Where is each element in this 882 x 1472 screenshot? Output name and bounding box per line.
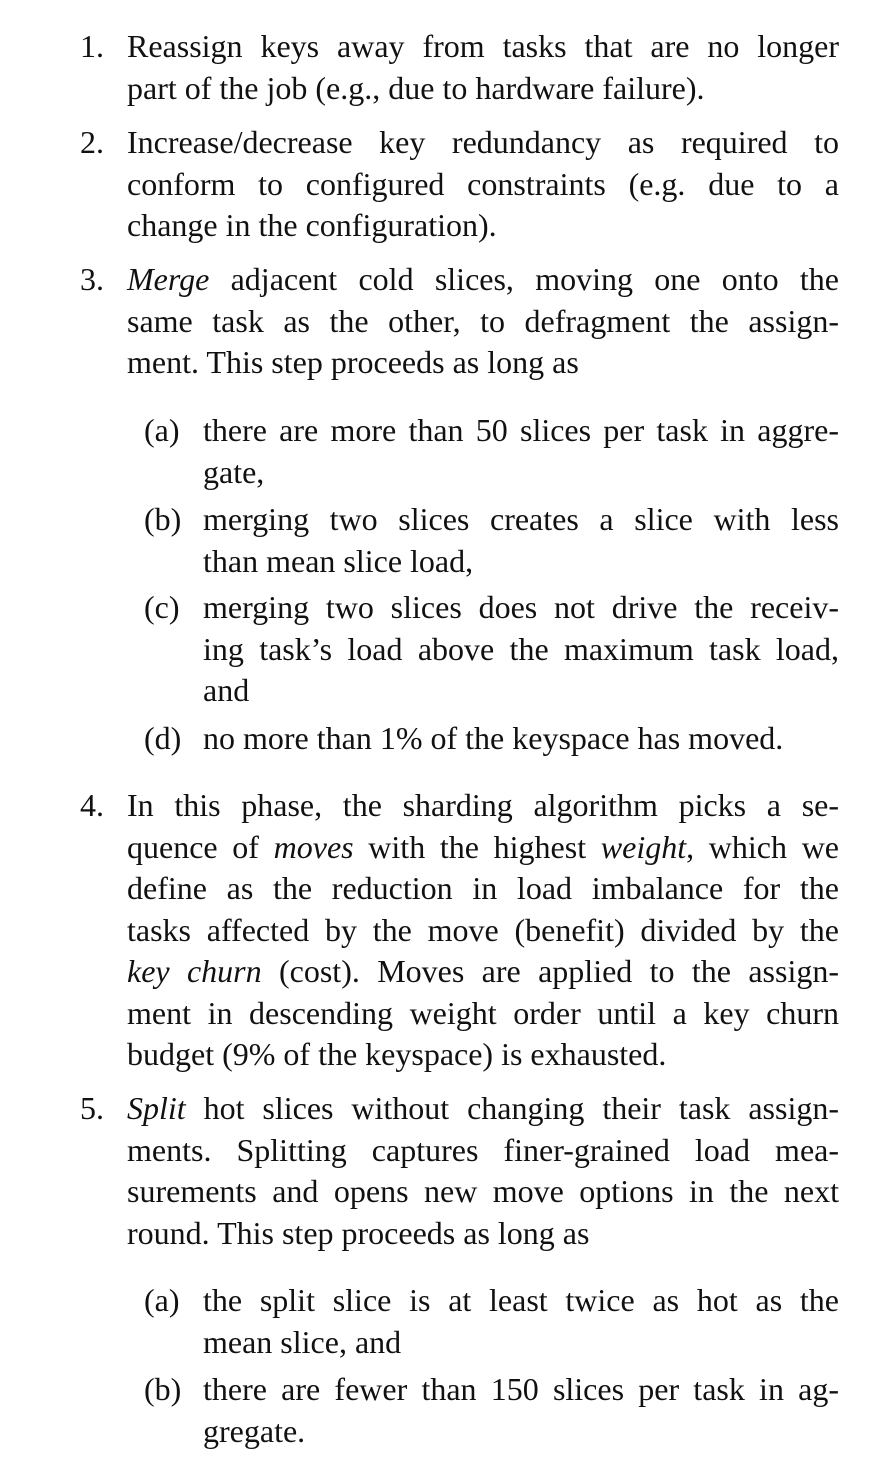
text-fragment: adjacent cold slices, moving one onto the	[209, 261, 839, 297]
text-line: In this phase, the sharding algorithm picks a se-	[127, 787, 839, 823]
text-line: ment in descending weight order until a key churn	[127, 994, 839, 1031]
sublist-text	[203, 1280, 839, 1363]
text-line: than mean slice load,	[203, 542, 474, 579]
text-fragment: quence of	[127, 828, 274, 865]
text-line: surements and opens new move options in the next	[127, 1173, 839, 1209]
sublist-text	[203, 718, 839, 760]
list-item-text	[127, 785, 839, 1076]
emphasis-key-churn: key churn	[127, 953, 262, 989]
list-item-text	[127, 122, 839, 247]
text-line: budget (9% of the keyspace) is exhausted.	[127, 1036, 667, 1072]
text-line: ment. This step proceeds as long as	[127, 344, 579, 380]
sublist-label: (a)	[144, 1282, 180, 1318]
text-line: mean slice, and	[203, 1323, 402, 1360]
list-number: 2.	[80, 124, 104, 160]
text-line	[127, 827, 839, 869]
text-line: tasks affected by the move (benefit) divided by the	[127, 911, 839, 948]
sublist-label: (c)	[144, 589, 180, 625]
sublist-text	[203, 499, 839, 582]
text-line: Reassign keys away from tasks that are no longer	[127, 28, 839, 64]
text-fragment: with the highest	[353, 828, 601, 865]
list-number: 3.	[80, 261, 104, 297]
sublist-label: (b)	[144, 501, 182, 537]
text-line	[127, 1088, 839, 1130]
text-line: change in the configuration).	[127, 207, 497, 243]
text-line: same task as the other, to defragment the assign-	[127, 302, 839, 339]
sublist-label: (d)	[144, 720, 182, 756]
text-line: the split slice is at least twice as hot as the	[203, 1282, 839, 1318]
text-line: merging two slices does not drive the receiv-	[203, 589, 839, 625]
text-line: gate,	[203, 453, 265, 490]
text-line: ments. Splitting captures finer-grained load mea-	[127, 1131, 839, 1168]
text-fragment: (cost). Moves are applied to the assign-	[261, 953, 839, 989]
text-line	[127, 259, 839, 301]
sublist-label: (a)	[144, 412, 180, 448]
text-line: Increase/decrease key redundancy as required to	[127, 124, 839, 160]
sublist-text	[203, 1369, 839, 1452]
list-item-text	[127, 259, 839, 384]
list-number: 1.	[80, 28, 104, 64]
list-item-text	[127, 1088, 839, 1254]
sublist-text	[203, 587, 839, 712]
text-line: there are more than 50 slices per task in aggre-	[203, 412, 839, 448]
text-line: there are fewer than 150 slices per task in ag-	[203, 1371, 839, 1407]
text-line: and	[203, 672, 250, 708]
list-number: 5.	[80, 1090, 104, 1126]
text-line	[127, 951, 839, 993]
text-line: define as the reduction in load imbalance for the	[127, 870, 839, 906]
emphasis-weight: weight	[600, 828, 687, 865]
list-item-text	[127, 26, 839, 109]
text-line: part of the job (e.g., due to hardware failure).	[127, 69, 705, 106]
text-fragment: , which we	[686, 828, 839, 865]
text-line: no more than 1% of the keyspace has moved.	[203, 720, 784, 756]
text-line: merging two slices creates a slice with less	[203, 501, 839, 537]
emphasis-moves: moves	[273, 828, 354, 865]
emphasis-split: Split	[127, 1090, 186, 1126]
text-line: gregate.	[203, 1412, 306, 1449]
emphasis-merge: Merge	[127, 261, 210, 297]
text-line: round. This step proceeds as long as	[127, 1214, 590, 1251]
sublist-label: (b)	[144, 1371, 182, 1407]
text-line: conform to configured constraints (e.g. due to a	[127, 165, 839, 202]
text-fragment: hot slices without changing their task assign-	[185, 1090, 839, 1126]
text-line: ing task’s load above the maximum task load,	[203, 630, 839, 667]
list-number: 4.	[80, 787, 104, 823]
sublist-text	[203, 410, 839, 493]
